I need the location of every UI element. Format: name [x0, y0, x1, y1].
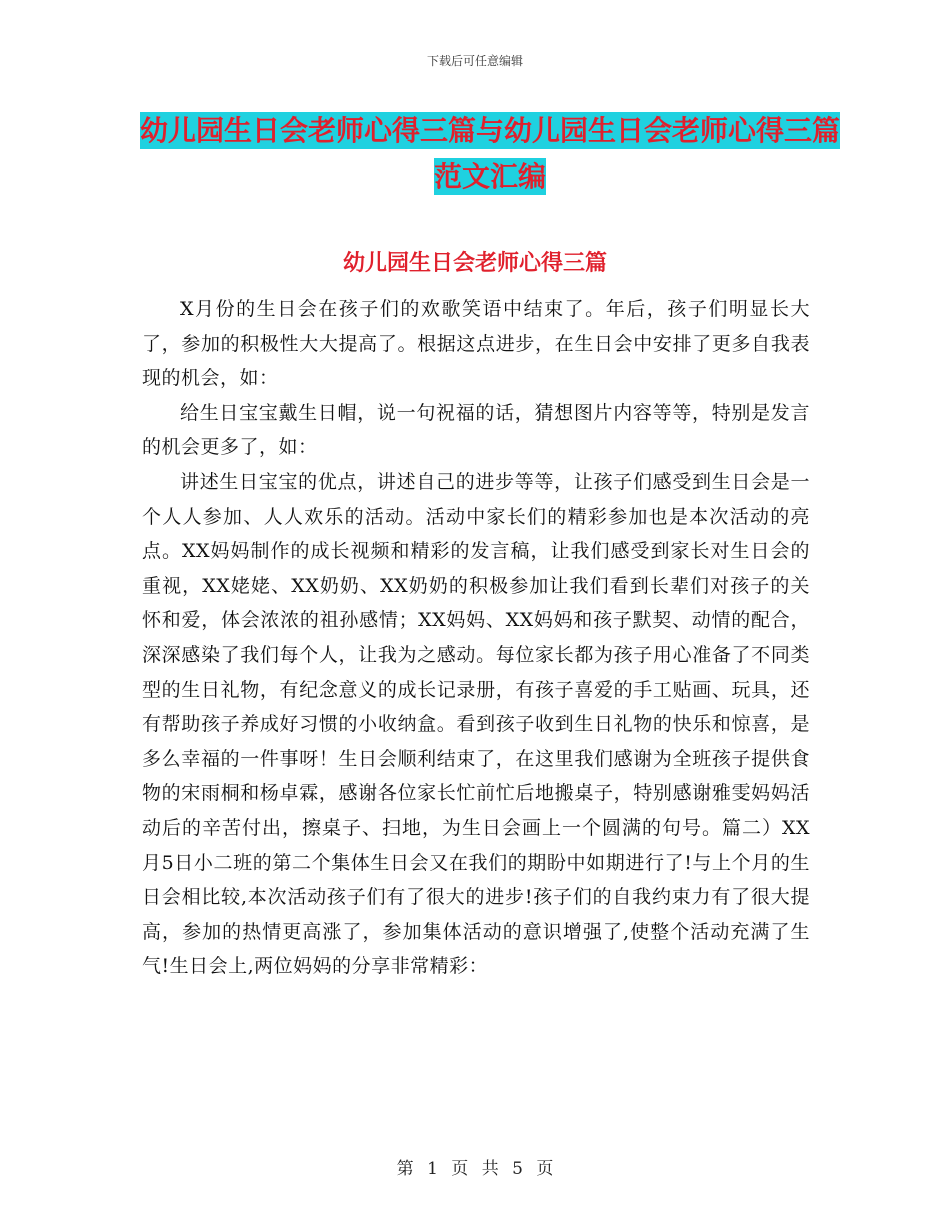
- document-title: [140, 108, 840, 200]
- footer-suffix: 页: [536, 1159, 554, 1179]
- footer-page-number: 1: [427, 1159, 438, 1179]
- page-footer: [0, 1154, 950, 1179]
- body-text: [142, 292, 810, 984]
- footer-mid: 页: [451, 1159, 469, 1179]
- paragraph: X月份的生日会在孩子们的欢歌笑语中结束了。年后，孩子们明显长大了，参加的积极性大大提高了。根据这点进步，在生日会中安排了更多自我表现的机会，如：: [142, 298, 810, 390]
- footer-prefix: 第: [396, 1159, 414, 1179]
- paragraph: 给生日宝宝戴生日帽，说一句祝福的话，猜想图片内容等等，特别是发言的机会更多了，如：: [142, 401, 810, 459]
- footer-of: 共: [481, 1159, 499, 1179]
- footer-total-pages: 5: [512, 1159, 523, 1179]
- header-note: 下载后可任意编辑: [426, 54, 523, 68]
- document-title-text: 幼儿园生日会老师心得三篇与幼儿园生日会老师心得三篇范文汇编: [140, 114, 841, 193]
- paragraph: 讲述生日宝宝的优点，讲述自己的进步等等，让孩子们感受到生日会是一个人人参加、人人欢乐的活动。活动中家长们的精彩参加也是本次活动的亮点。XX妈妈制作的成长视频和精彩的发言稿，让我们感受到家长对生日会的重视，XX姥姥、XX奶奶、XX奶奶的积极参加让我们看到长辈们对孩子的关怀和爱，体会浓浓的祖孙感情；XX妈妈、XX妈妈和孩子默契、动情的配合，深深感染了我们每个人，让我为之感动。每位家长都为孩子用心准备了不同类型的生日礼物，有纪念意义的成长记录册，有孩子喜爱的手工贴画、玩具，还有帮助孩子养成好习惯的小收纳盒。看到孩子收到生日礼物的快乐和惊喜，是多么幸福的一件事呀！生日会顺利结束了，在这里我们感谢为全班孩子提供食物的宋雨桐和杨卓霖，感谢各位家长忙前忙后地搬桌子，特别感谢雅雯妈妈活动后的辛苦付出，擦桌子、扫地，为生日会画上一个圆满的句号。篇二）XX月5日小二班的第二个集体生日会又在我们的期盼中如期进行了!与上个月的生日会相比较,本次活动孩子们有了很大的进步!孩子们的自我约束力有了很大提高，参加的热情更高涨了，参加集体活动的意识增强了,使整个活动充满了生气!生日会上,两位妈妈的分享非常精彩：: [142, 470, 810, 978]
- section-title: 幼儿园生日会老师心得三篇: [342, 251, 607, 276]
